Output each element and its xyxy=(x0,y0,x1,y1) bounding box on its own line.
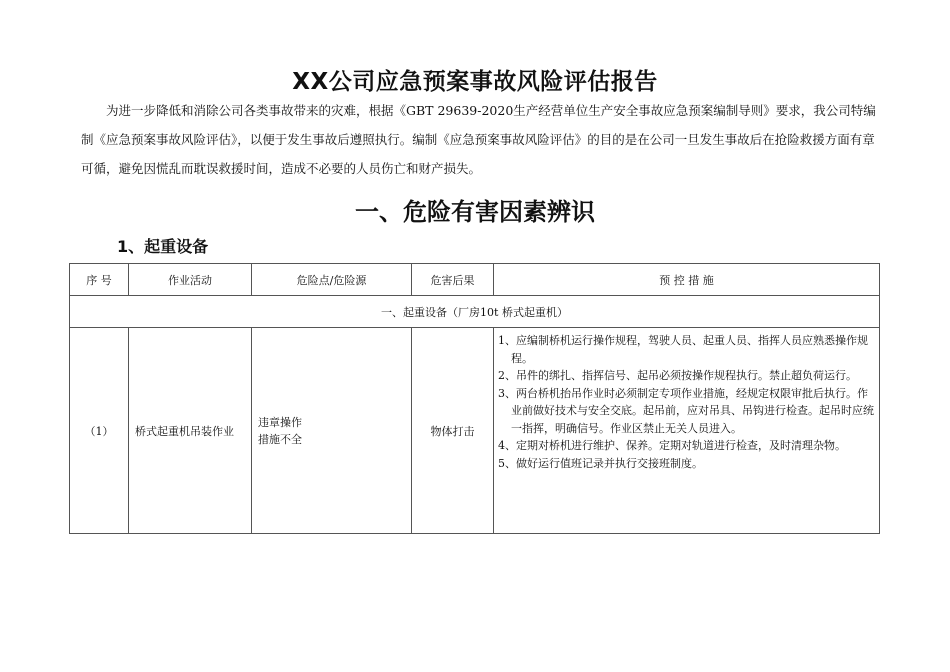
measure-item: 2、吊件的绑扎、指挥信号、起吊必须按操作规程执行。禁止超负荷运行。 xyxy=(498,369,857,382)
row-measures xyxy=(494,328,880,534)
intro-paragraph xyxy=(81,96,876,183)
table-header-row xyxy=(70,264,880,296)
subsection-heading: 1、起重设备 xyxy=(117,237,209,256)
hazard-item: 违章操作 xyxy=(258,415,302,429)
row-seq: （1） xyxy=(70,328,129,534)
measure-item: 3、两台桥机抬吊作业时必须制定专项作业措施，经规定权限审批后执行。作业前做好技术与安全交底。起吊前，应对吊具、吊钩进行检查。起吊时应统一指挥，明确信号。作业区禁止无关人员进入。 xyxy=(498,386,874,435)
row-hazards xyxy=(252,328,412,534)
row-activity: 桥式起重机吊装作业 xyxy=(129,328,252,534)
risk-table xyxy=(69,263,880,534)
document-title: XX公司应急预案事故风险评估报告 xyxy=(292,69,658,95)
hazard-item: 措施不全 xyxy=(258,432,302,446)
header-seq: 序 号 xyxy=(70,264,129,296)
table-section-row xyxy=(70,296,880,328)
header-measures: 预 控 措 施 xyxy=(494,264,880,296)
header-consequence: 危害后果 xyxy=(412,264,494,296)
section-heading: 一、危险有害因素辨识 xyxy=(355,198,595,226)
row-consequence: 物体打击 xyxy=(412,328,494,534)
header-activity: 作业活动 xyxy=(129,264,252,296)
section-row-label: 一、起重设备（厂房10t 桥式起重机） xyxy=(70,296,880,328)
measure-item: 1、应编制桥机运行操作规程，驾驶人员、起重人员、指挥人员应熟悉操作规程。 xyxy=(498,334,868,365)
table-row xyxy=(70,328,880,534)
measure-item: 5、做好运行值班记录并执行交接班制度。 xyxy=(498,456,703,470)
header-hazard: 危险点/危险源 xyxy=(252,264,412,296)
intro-text: 为进一步降低和消除公司各类事故带来的灾难，根据《GBT 29639-2020生产经营单位生产安全事故应急预案编制导则》要求，我公司特编制《应急预案事故风险评估》，以便于发生事故后遵照执行。编制《应急预案事故风险评估》的目的是在公司一旦发生事故后在抢险救援方面有章可循，避免因慌乱而耽误救援时间，造成不必要的人员伤亡和财产损失。 xyxy=(81,103,876,176)
measure-item: 4、定期对桥机进行维护、保养。定期对轨道进行检查，及时清理杂物。 xyxy=(498,439,846,452)
